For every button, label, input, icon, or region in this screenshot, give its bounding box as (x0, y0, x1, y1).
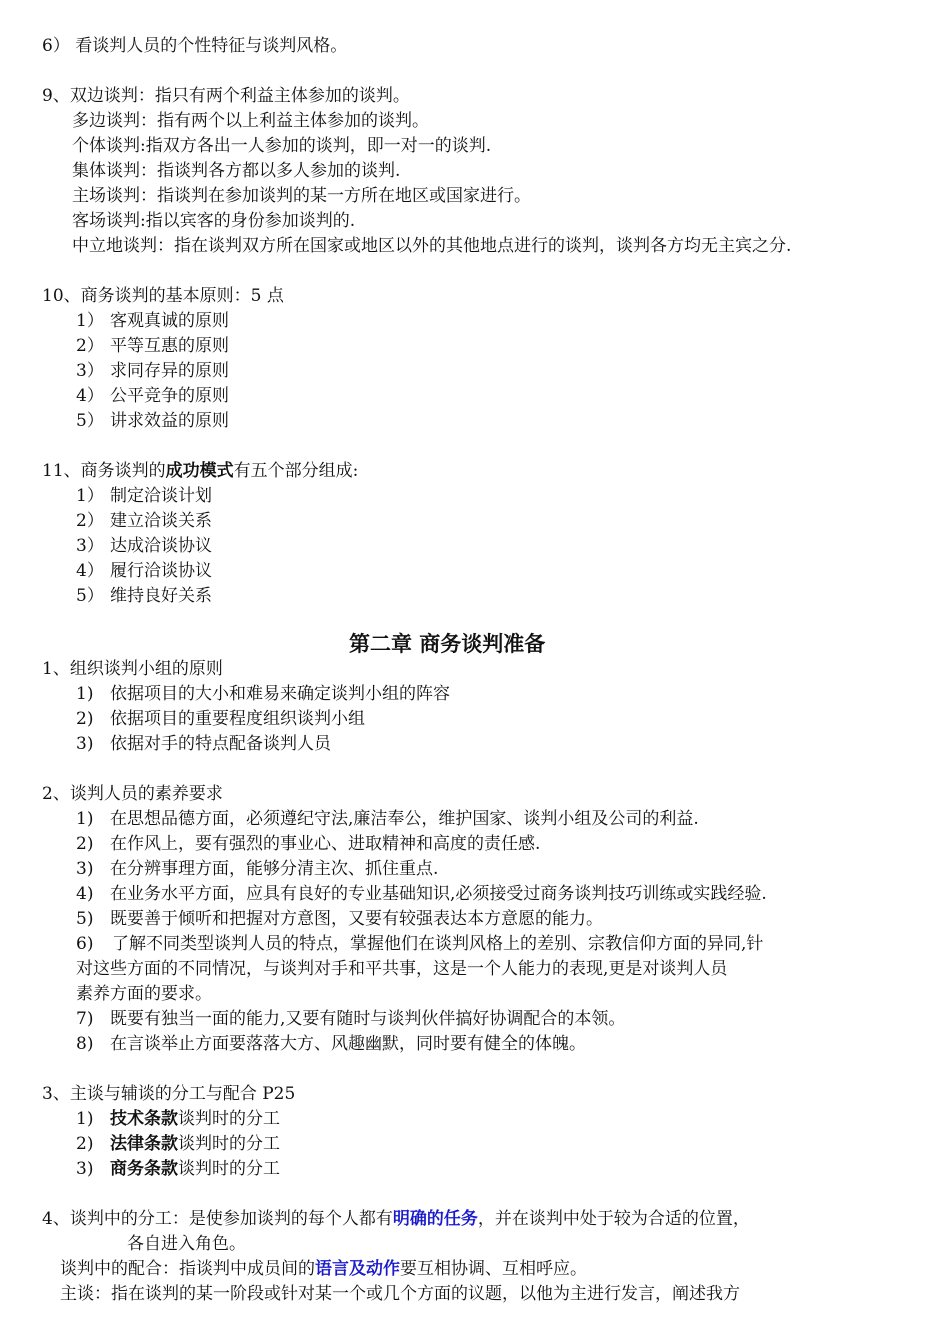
list-item: 1) 在思想品德方面，必须遵纪守法,廉洁奉公，维护国家、谈判小组及公司的利益. (76, 809, 699, 829)
list-item: 1） 客观真诚的原则 (76, 311, 229, 331)
text-line: 谈判中的配合：指谈判中成员间的语言及动作要互相协调、互相呼应。 (60, 1259, 587, 1279)
text-line: 中立地谈判：指在谈判双方所在国家或地区以外的其他地点进行的谈判，谈判各方均无主宾之分. (72, 236, 792, 256)
chapter-title: 第二章 商务谈判准备 (349, 632, 546, 656)
text-line: 主场谈判：指谈判在参加谈判的某一方所在地区或国家进行。 (72, 186, 531, 206)
list-item: 7) 既要有独当一面的能力,又要有随时与谈判伙伴搞好协调配合的本领。 (76, 1009, 626, 1029)
list-item: 3） 求同存异的原则 (76, 361, 229, 381)
list-item: 4） 履行洽谈协议 (76, 561, 212, 581)
list-item: 8) 在言谈举止方面要落落大方、风趣幽默，同时要有健全的体魄。 (76, 1034, 586, 1054)
list-item: 3） 达成洽谈协议 (76, 536, 212, 556)
list-item: 1) 依据项目的大小和难易来确定谈判小组的阵容 (76, 684, 450, 704)
text-line: 多边谈判：指有两个以上利益主体参加的谈判。 (72, 111, 429, 131)
list-item: 3) 在分辨事理方面，能够分清主次、抓住重点. (76, 859, 439, 879)
text-line: 个体谈判:指双方各出一人参加的谈判，即一对一的谈判. (72, 136, 492, 156)
list-item: 3) 商务条款谈判时的分工 (76, 1159, 280, 1179)
list-item: 6) 了解不同类型谈判人员的特点，掌握他们在谈判风格上的差别、宗教信仰方面的异同,针 (76, 934, 764, 954)
text-line: 主谈：指在谈判的某一阶段或针对某一个或几个方面的议题，以他为主进行发言，阐述我方 (60, 1284, 740, 1304)
section-heading: 10、商务谈判的基本原则：5 点 (42, 286, 284, 306)
text-line: 集体谈判：指谈判各方都以多人参加的谈判. (72, 161, 401, 181)
text-line: 客场谈判:指以宾客的身份参加谈判的. (72, 211, 356, 231)
list-item: 2) 在作风上，要有强烈的事业心、进取精神和高度的责任感. (76, 834, 541, 854)
list-item-continued: 素养方面的要求。 (76, 984, 212, 1004)
list-item: 1） 制定洽谈计划 (76, 486, 212, 506)
list-item: 1) 技术条款谈判时的分工 (76, 1109, 280, 1129)
section-heading: 2、谈判人员的素养要求 (42, 784, 223, 804)
list-item: 4） 公平竞争的原则 (76, 386, 229, 406)
list-item: 4) 在业务水平方面，应具有良好的专业基础知识,必须接受过商务谈判技巧训练或实践经验. (76, 884, 767, 904)
list-item: 5） 维持良好关系 (76, 586, 212, 606)
list-item: 5) 既要善于倾听和把握对方意图，又要有较强表达本方意愿的能力。 (76, 909, 603, 929)
text-line: 各自进入角色。 (127, 1234, 246, 1254)
list-item: 3) 依据对手的特点配备谈判人员 (76, 734, 331, 754)
section-heading: 1、组织谈判小组的原则 (42, 659, 223, 679)
list-item: 2) 法律条款谈判时的分工 (76, 1134, 280, 1154)
list-item: 5） 讲求效益的原则 (76, 411, 229, 431)
list-item-continued: 对这些方面的不同情况，与谈判对手和平共事，这是一个人能力的表现,更是对谈判人员 (76, 959, 728, 979)
section-heading: 11、商务谈判的成功模式有五个部分组成: (42, 461, 359, 481)
text-line: 6） 看谈判人员的个性特征与谈判风格。 (42, 36, 348, 56)
text-line: 9、双边谈判：指只有两个利益主体参加的谈判。 (42, 86, 410, 106)
list-item: 2） 建立洽谈关系 (76, 511, 212, 531)
section-heading: 3、主谈与辅谈的分工与配合 P25 (42, 1084, 296, 1104)
list-item: 2） 平等互惠的原则 (76, 336, 229, 356)
list-item: 2) 依据项目的重要程度组织谈判小组 (76, 709, 365, 729)
section-heading: 4、谈判中的分工：是使参加谈判的每个人都有明确的任务，并在谈判中处于较为合适的位置， (42, 1209, 750, 1229)
